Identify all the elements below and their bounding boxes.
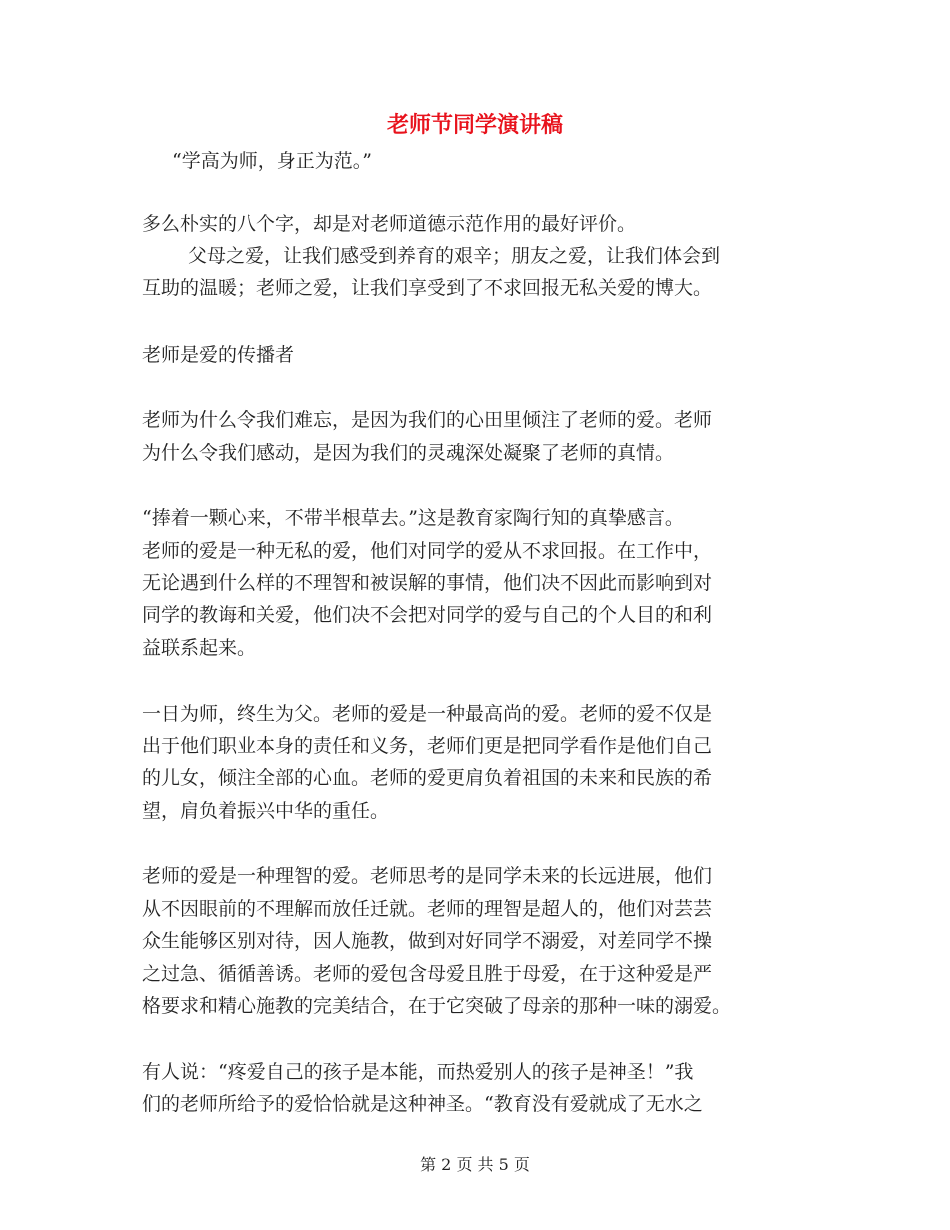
text-line: 同学的教诲和关爱，他们决不会把对同学的爱与自己的个人目的和利 (142, 604, 713, 626)
text-line: 的儿女，倾注全部的心血。老师的爱更肩负着祖国的未来和民族的希 (142, 767, 713, 789)
document-title: 老师节同学演讲稿 (386, 113, 563, 138)
text-line: “学高为师，身正为范。” (172, 150, 372, 172)
text-line: 互助的温暖；老师之爱，让我们享受到了不求回报无私关爱的博大。 (142, 277, 713, 299)
text-line: 众生能够区别对待，因人施教，做到对好同学不溺爱，对差同学不操 (142, 930, 713, 952)
text-line: 有人说：“疼爱自己的孩子是本能，而热爱别人的孩子是神圣！”我 (142, 1061, 694, 1083)
text-line: “捧着一颗心来，不带半根草去。”这是教育家陶行知的真挚感言。 (142, 507, 684, 529)
text-line: 老师的爱是一种理智的爱。老师思考的是同学未来的长远进展，他们 (142, 865, 713, 887)
text-line: 从不因眼前的不理解而放任迁就。老师的理智是超人的，他们对芸芸 (142, 898, 713, 920)
text-line: 之过急、循循善诱。老师的爱包含母爱且胜于母爱，在于这种爱是严 (142, 963, 713, 985)
page-footer: 第 2 页 共 5 页 (420, 1155, 530, 1174)
text-line: 无论遇到什么样的不理智和被误解的事情，他们决不因此而影响到对 (142, 572, 713, 594)
section-heading: 老师是爱的传播者 (142, 344, 295, 366)
text-line: 出于他们职业本身的责任和义务，老师们更是把同学看作是他们自己 (142, 735, 713, 757)
text-line: 格要求和精心施教的完美结合，在于它突破了母亲的那种一味的溺爱。 (142, 995, 732, 1017)
text-line: 望，肩负着振兴中华的重任。 (142, 800, 390, 822)
text-line: 们的老师所给予的爱恰恰就是这种神圣。“教育没有爱就成了无水之 (142, 1093, 703, 1115)
text-line: 老师为什么令我们难忘，是因为我们的心田里倾注了老师的爱。老师 (142, 409, 713, 431)
text-line: 一日为师，终生为父。老师的爱是一种最高尚的爱。老师的爱不仅是 (142, 703, 713, 725)
text-line: 多么朴实的八个字，却是对老师道德示范作用的最好评价。 (142, 213, 637, 235)
text-line: 老师的爱是一种无私的爱，他们对同学的爱从不求回报。在工作中， (142, 540, 713, 562)
text-line: 为什么令我们感动，是因为我们的灵魂深处凝聚了老师的真情。 (142, 442, 675, 464)
text-line: 父母之爱，让我们感受到养育的艰辛；朋友之爱，让我们体会到 (188, 245, 721, 267)
text-line: 益联系起来。 (142, 637, 257, 659)
